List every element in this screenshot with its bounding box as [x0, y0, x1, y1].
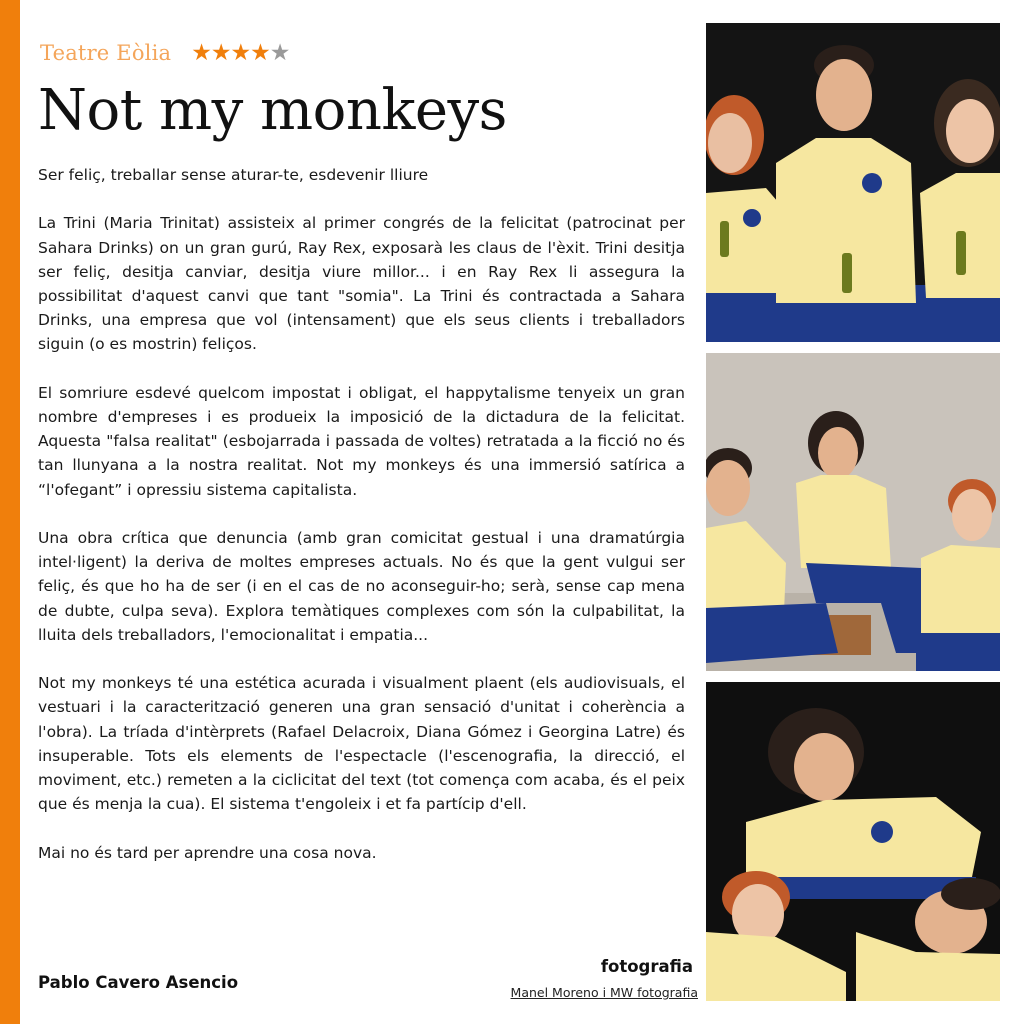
photo-credit-link[interactable]: Manel Moreno i MW fotografia: [510, 985, 698, 1000]
paragraph-2: El somriure esdevé quelcom impostat i obligat, el happytalisme tenyeix un gran nombre d'empreses i es produeix la imposició de la dictadura de la felicitat. Aquesta "falsa realitat" (esbojarrada i passada de voltes) retratada a la ficció no és tan llunyana a la nostra realitat. Not my monkeys és una immersió satírica a “l'ofegant” i opressiu sistema capitalista.: [38, 383, 685, 499]
venue-name: Teatre Eòlia: [40, 41, 172, 65]
accent-bar: [0, 0, 20, 1024]
review-body: [38, 163, 685, 889]
photo-cast-pile-image: [706, 682, 1000, 1001]
star-filled-icon: ★★★★: [191, 39, 270, 66]
photo-cast-pile: [706, 682, 1000, 1001]
author-name: Pablo Cavero Asencio: [38, 973, 239, 992]
header: [40, 36, 289, 70]
closing-line: Mai no és tard per aprendre una cosa nova.: [38, 843, 377, 862]
paragraph-4: Not my monkeys té una estética acurada i visualment plaent (els audiovisuals, el vestuari i la caracterització generen una gran sensació d'unitat i coherència a l'obra). La tríada d'intèrprets (Rafael Delacroix, Diana Gómez i Georgina Latre) és insuperable. Tots els elements de l'espectacle (l'escenografia, la direcció, el moviment, etc.) remeten a la ciclicitat del text (tot comença com acaba, és el peix que és menja la cua). El sistema t'engoleix i et fa partícip d'ell.: [38, 674, 685, 814]
star-empty-icon: ★: [269, 39, 290, 66]
photo-cast-posed-image: [706, 353, 1000, 671]
subtitle: Ser feliç, treballar sense aturar-te, esdevenir lliure: [38, 166, 429, 184]
photo-cast-posed: [706, 353, 1000, 671]
paragraph-1: La Trini (Maria Trinitat) assisteix al primer congrés de la felicitat (patrocinat per Sahara Drinks) on un gran gurú, Ray Rex, exposarà les claus de l'èxit. Trini desitja ser feliç, desitja canviar, desitja viure millor... i en Ray Rex li assegura la possibilitat d'aquest canvi que tant "somia". La Trini és contractada a Sahara Drinks, una empresa que vol (intensament) que els seus clients i treballadors siguin (o es mostrin) feliços.: [38, 214, 685, 354]
photo-credit-label: fotografia: [600, 957, 693, 976]
star-rating: [191, 39, 290, 66]
page-title: Not my monkeys: [38, 78, 507, 143]
paragraph-3: Una obra crítica que denuncia (amb gran comicitat gestual i una dramatúrgia intel·ligent) la deriva de moltes empreses actuals. No és que la gent vulgui ser feliç, és que ho ha de ser (i en el cas de no aconseguir-ho; serà, sense cap mena de dubte, culpa seva). Explora temàtiques complexes com són la culpabilitat, la lluita dels treballadors, l'emocionalitat i empatia...: [38, 529, 685, 644]
photo-cast-seated: [706, 23, 1000, 342]
photo-cast-seated-image: [706, 23, 1000, 342]
